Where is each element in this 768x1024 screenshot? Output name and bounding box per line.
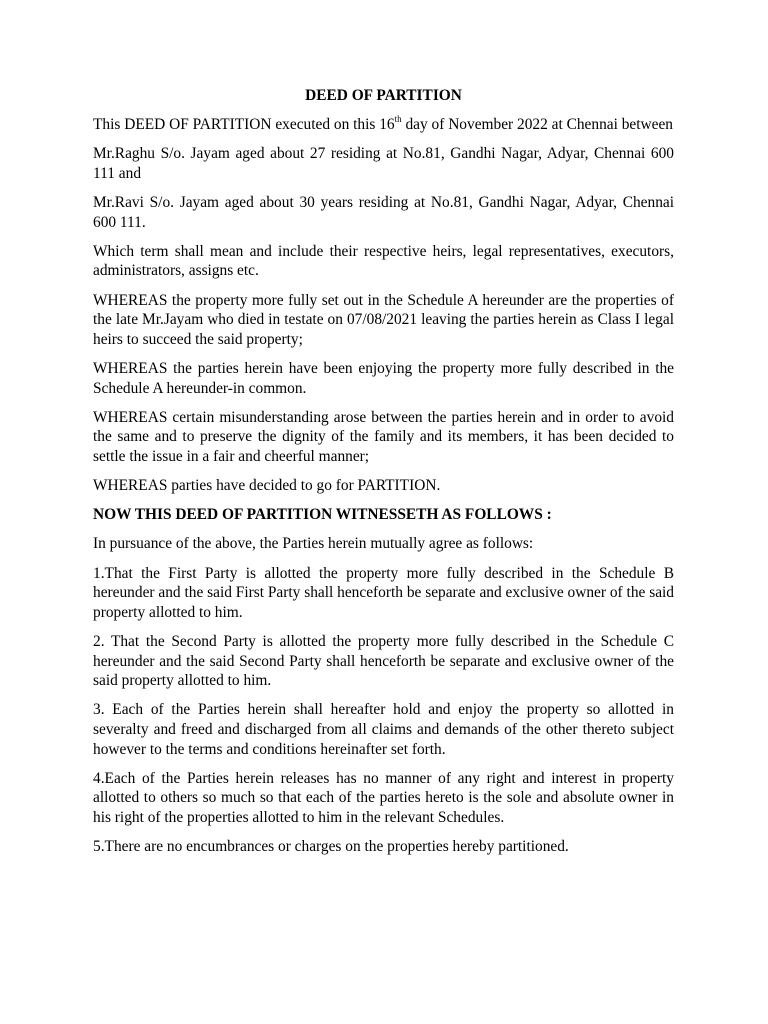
clause-paragraph: 2. That the Second Party is allotted the property more fully described in the Schedule C hereunder and the said Second Party shall henceforth be separate and exclusive owner of the said property allotted to him. [93, 633, 674, 690]
intro-text-end: day of November 2022 at Chennai between [401, 116, 673, 133]
definition-paragraph: Which term shall mean and include their respective heirs, legal representatives, executors, administrators, assigns etc. [93, 242, 674, 280]
clause-paragraph: 4.Each of the Parties herein releases has no manner of any right and interest in property allotted to others so much so that each of the parties hereto is the sole and absolute owner in his right of the properties allotted to him in the relevant Schedules. [93, 769, 674, 826]
whereas-paragraph: WHEREAS certain misunderstanding arose between the parties herein and in order to avoid the same and to preserve the dignity of the family and its members, it has been decided to settle the issue in a fair and cheerful manner; [93, 408, 674, 465]
document-title: DEED OF PARTITION [305, 87, 462, 104]
intro-paragraph [93, 115, 674, 135]
clause-paragraph: In pursuance of the above, the Parties herein mutually agree as follows: [93, 535, 534, 553]
whereas-paragraph: WHEREAS the parties herein have been enjoying the property more fully described in the Schedule A hereunder-in common. [93, 359, 674, 397]
clause-paragraph: 5.There are no encumbrances or charges on the properties hereby partitioned. [93, 838, 569, 856]
witnesseth-heading: NOW THIS DEED OF PARTITION WITNESSETH AS FOLLOWS : [93, 506, 552, 524]
first-party-paragraph: Mr.Raghu S/o. Jayam aged about 27 residing at No.81, Gandhi Nagar, Adyar, Chennai 600 111 and [93, 145, 674, 182]
clause-paragraph: 3. Each of the Parties herein shall hereafter hold and enjoy the property so allotted in severalty and freed and discharged from all claims and demands of the other thereto subject however to the terms and conditions hereinafter set forth. [93, 701, 674, 758]
whereas-paragraph: WHEREAS the property more fully set out in the Schedule A hereunder are the properties of the late Mr.Jayam who died in testate on 07/08/2021 leaving the parties herein as Class I legal heirs to succeed the said property; [93, 291, 674, 348]
intro-text-start: This DEED OF PARTITION executed on this 16 [93, 116, 395, 133]
whereas-paragraph: WHEREAS parties have decided to go for PARTITION. [93, 477, 441, 495]
second-party-paragraph: Mr.Ravi S/o. Jayam aged about 30 years residing at No.81, Gandhi Nagar, Adyar, Chennai 600 111. [93, 193, 674, 231]
date-ordinal-suffix: th [394, 113, 402, 124]
document-page [93, 86, 674, 866]
clause-paragraph: 1.That the First Party is allotted the property more fully described in the Schedule B hereunder and the said First Party shall henceforth be separate and exclusive owner of the said property allotted to him. [93, 564, 674, 621]
